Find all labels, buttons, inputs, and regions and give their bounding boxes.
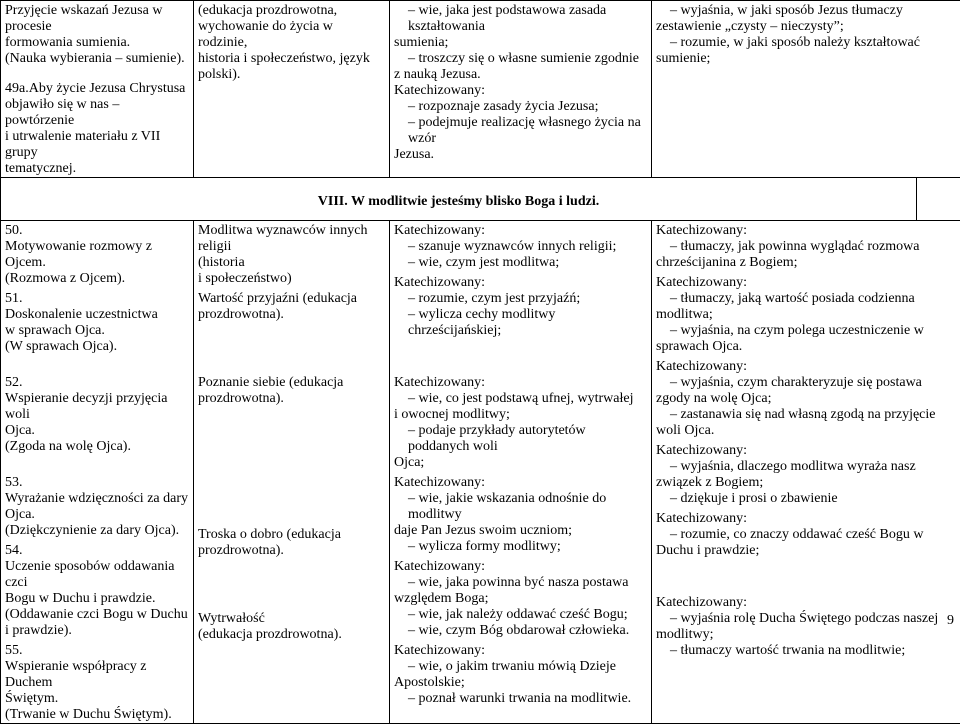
- text-line: daje Pan Jezus swoim uczniom;: [394, 523, 647, 539]
- row-gap: [198, 459, 385, 527]
- text-line: (edukacja prozdrowotna,: [198, 3, 385, 19]
- text-line: sumienia;: [394, 35, 647, 51]
- text-line: (Zgoda na wolę Ojca).: [5, 439, 189, 455]
- text-line: Motywowanie rozmowy z Ojcem.: [5, 239, 189, 271]
- text-line: i prawdzie).: [5, 623, 189, 639]
- text-line: (Rozmowa z Ojcem).: [5, 271, 189, 287]
- requirement-item: – podejmuje realizację własnego życia na wzór: [394, 115, 647, 147]
- section-spacer: [917, 178, 960, 221]
- requirement-item: – poznał warunki trwania na modlitwie.: [394, 691, 647, 707]
- text-line: 49a.Aby życie Jezusa Chrystusa: [5, 81, 189, 97]
- section-row: [1, 178, 960, 221]
- requirement-item: – rozumie, w jaki sposób należy kształtować: [656, 35, 956, 51]
- text-line: prozdrowotna).: [198, 391, 385, 407]
- text-line: Apostolskie;: [394, 675, 647, 691]
- text-line: Katechizowany:: [656, 359, 956, 375]
- text-line: Wartość przyjaźni (edukacja: [198, 291, 385, 307]
- text-line: 54.: [5, 543, 189, 559]
- text-line: (W sprawach Ojca).: [5, 339, 189, 355]
- text-line: formowania sumienia.: [5, 35, 189, 51]
- text-line: Katechizowany:: [394, 559, 647, 575]
- row-gap: [198, 643, 385, 675]
- text-line: sumienie;: [656, 51, 956, 67]
- text-line: chrześcijanina z Bogiem;: [656, 255, 956, 271]
- row-gap: [198, 323, 385, 375]
- text-line: (Trwanie w Duchu Świętym).: [5, 707, 189, 723]
- text-line: (historia: [198, 255, 385, 271]
- requirement-item: – wie, jaka powinna być nasza postawa: [394, 575, 647, 591]
- text-line: 55.: [5, 643, 189, 659]
- row-gap: [5, 355, 189, 375]
- text-line: i utrwalenie materiału z VII grupy: [5, 129, 189, 161]
- requirement-item: – wyjaśnia rolę Ducha Świętego podczas naszej: [656, 611, 956, 627]
- requirement-item: – tłumaczy, jak powinna wyglądać rozmowa: [656, 239, 956, 255]
- top-req-cell: [390, 1, 652, 178]
- text-line: (edukacja prozdrowotna).: [198, 627, 385, 643]
- requirement-item: – szanuje wyznawców innych religii;: [394, 239, 647, 255]
- text-line: Katechizowany:: [394, 275, 647, 291]
- requirement-item: – wyjaśnia, dlaczego modlitwa wyraża nasz: [656, 459, 956, 475]
- row-gap: [394, 339, 647, 375]
- text-line: woli Ojca.: [656, 423, 956, 439]
- requirement-item: – wyjaśnia, w jaki sposób Jezus tłumaczy: [656, 3, 956, 19]
- requirement-item: – tłumaczy wartość trwania na modlitwie;: [656, 643, 956, 659]
- requirement-item: – wyjaśnia, czym charakteryzuje się postawa: [656, 375, 956, 391]
- requirement-item: – wie, czym jest modlitwa;: [394, 255, 647, 271]
- text-line: Modlitwa wyznawców innych religii: [198, 223, 385, 255]
- top-ach-cell: [652, 1, 960, 178]
- top-edu-cell: [194, 1, 390, 178]
- requirement-item: – wie, jak należy oddawać cześć Bogu;: [394, 607, 647, 623]
- text-line: sprawach Ojca.: [656, 339, 956, 355]
- ach-cell: [652, 221, 960, 724]
- topics-cell: [1, 221, 194, 724]
- text-line: Jezusa.: [394, 147, 647, 163]
- text-line: Uczenie sposobów oddawania czci: [5, 559, 189, 591]
- text-line: prozdrowotna).: [198, 543, 385, 559]
- requirement-item: – zastanawia się nad własną zgodą na przyjęcie: [656, 407, 956, 423]
- text-line: 51.: [5, 291, 189, 307]
- text-line: 50.: [5, 223, 189, 239]
- text-line: zestawienie „czysty – nieczysty”;: [656, 19, 956, 35]
- text-line: [5, 67, 189, 81]
- text-line: Katechizowany:: [656, 275, 956, 291]
- requirement-item: – podaje przykłady autorytetów poddanych woli: [394, 423, 647, 455]
- requirement-item: – rozumie, czym jest przyjaźń;: [394, 291, 647, 307]
- text-line: Katechizowany:: [656, 595, 956, 611]
- text-line: Wyrażanie wdzięczności za dary: [5, 491, 189, 507]
- text-line: prozdrowotna).: [198, 307, 385, 323]
- text-line: 53.: [5, 475, 189, 491]
- table-row-top: [1, 1, 960, 178]
- text-line: Katechizowany:: [656, 443, 956, 459]
- text-line: objawiło się w nas – powtórzenie: [5, 97, 189, 129]
- row-gap: [198, 407, 385, 459]
- requirement-item: – wie, jakie wskazania odnośnie do modlitwy: [394, 491, 647, 523]
- page-number: 9: [947, 613, 954, 629]
- text-line: Ojca.: [5, 507, 189, 523]
- text-line: (Dziękczynienie za dary Ojca).: [5, 523, 189, 539]
- text-line: historia i społeczeństwo, język: [198, 51, 385, 67]
- text-line: (Oddawanie czci Bogu w Duchu: [5, 607, 189, 623]
- text-line: Bogu w Duchu i prawdzie.: [5, 591, 189, 607]
- text-line: Troska o dobro (edukacja: [198, 527, 385, 543]
- requirement-item: – rozumie, co znaczy oddawać cześć Bogu w: [656, 527, 956, 543]
- text-line: Ojca;: [394, 455, 647, 471]
- text-line: Wspieranie decyzji przyjęcia woli: [5, 391, 189, 423]
- row-gap: [656, 559, 956, 595]
- text-line: Duchu i prawdzie;: [656, 543, 956, 559]
- text-line: modlitwa;: [656, 307, 956, 323]
- text-line: zgody na wolę Ojca;: [656, 391, 956, 407]
- text-line: Katechizowany:: [656, 511, 956, 527]
- text-line: Poznanie siebie (edukacja: [198, 375, 385, 391]
- text-line: w sprawach Ojca.: [5, 323, 189, 339]
- text-line: modlitwy;: [656, 627, 956, 643]
- requirement-item: – troszczy się o własne sumienie zgodnie: [394, 51, 647, 67]
- text-line: związek z Bogiem;: [656, 475, 956, 491]
- text-line: Świętym.: [5, 691, 189, 707]
- text-line: Katechizowany:: [394, 375, 647, 391]
- text-line: Katechizowany:: [394, 223, 647, 239]
- requirement-item: – wie, o jakim trwaniu mówią Dzieje: [394, 659, 647, 675]
- text-line: Doskonalenie uczestnictwa: [5, 307, 189, 323]
- text-line: względem Boga;: [394, 591, 647, 607]
- row-gap: [198, 559, 385, 611]
- requirement-item: – wyjaśnia, na czym polega uczestniczenie w: [656, 323, 956, 339]
- text-line: Przyjęcie wskazań Jezusa w procesie: [5, 3, 189, 35]
- top-topic-cell: [1, 1, 194, 178]
- text-line: Katechizowany:: [394, 643, 647, 659]
- requirement-item: – wylicza cechy modlitwy chrześcijańskiej;: [394, 307, 647, 339]
- text-line: polski).: [198, 67, 385, 83]
- requirement-item: – wie, jaka jest podstawowa zasada kształtowania: [394, 3, 647, 35]
- requirement-item: – dziękuje i prosi o zbawienie: [656, 491, 956, 507]
- text-line: tematycznej.: [5, 161, 189, 177]
- text-line: Katechizowany:: [394, 475, 647, 491]
- text-line: (Nauka wybierania – sumienie).: [5, 51, 189, 67]
- text-line: Wytrwałość: [198, 611, 385, 627]
- requirement-item: – tłumaczy, jaką wartość posiada codzienna: [656, 291, 956, 307]
- edu-cell: [194, 221, 390, 724]
- text-line: 52.: [5, 375, 189, 391]
- text-line: z nauką Jezusa.: [394, 67, 647, 83]
- text-line: Katechizowany:: [394, 83, 647, 99]
- requirement-item: – wie, czym Bóg obdarował człowieka.: [394, 623, 647, 639]
- requirement-item: – rozpoznaje zasady życia Jezusa;: [394, 99, 647, 115]
- text-line: i społeczeństwo): [198, 271, 385, 287]
- text-line: i owocnej modlitwy;: [394, 407, 647, 423]
- text-line: Katechizowany:: [656, 223, 956, 239]
- text-line: Wspieranie współpracy z Duchem: [5, 659, 189, 691]
- requirement-item: – wylicza formy modlitwy;: [394, 539, 647, 555]
- text-line: wychowanie do życia w rodzinie,: [198, 19, 385, 51]
- section-title: VIII. W modlitwie jesteśmy blisko Boga i ludzi.: [1, 178, 917, 221]
- row-gap: [5, 455, 189, 475]
- text-line: Ojca.: [5, 423, 189, 439]
- table-row-main: [1, 221, 960, 724]
- req-cell: [390, 221, 652, 724]
- requirement-item: – wie, co jest podstawą ufnej, wytrwałej: [394, 391, 647, 407]
